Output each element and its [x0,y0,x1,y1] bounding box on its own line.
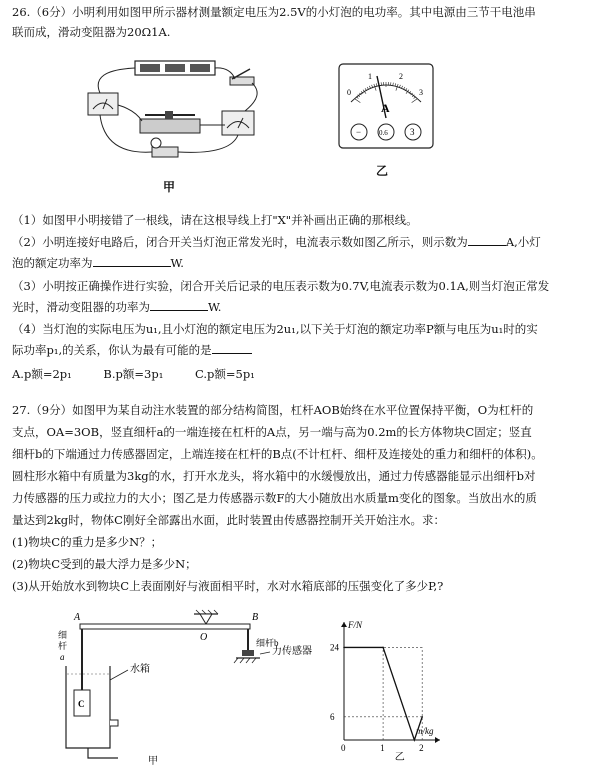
y-axis-arrow [341,622,347,627]
q27-ask3: (3)从开始放水到物块C上表面刚好与液面相平时，水对水箱底部的压强变化了多少P,? [12,579,444,593]
y-axis-label: F/N [348,620,363,630]
answer-blank-current [468,234,506,246]
q27-stem-line2: 支点，OA=3OB，竖直细杆a的一端连接在杠杆的A点，另一端与高为0.2m的长方体物块C固定；竖直 [12,425,532,439]
q27-stem-line3: 细杆b的下端通过力传感器固定，上端连接在杠杆的B点(不计杠杆、细杆及连接处的重力和细杆的体积)。 [12,447,543,461]
ammeter-dial-figure-yi [337,62,437,152]
q26-sub3-line1: （3）小明按正确操作进行实验，闭合开关后记录的电压表示数为0.7V,电流表示数为0.1A,则当灯泡正常发 [12,279,550,293]
terminal-3: 3 [410,127,415,137]
answer-blank-power [93,255,171,267]
q26-stem-line1: 26.（6分）小明利用如图甲所示器材测量额定电压为2.5V的小灯泡的电功率。其中电源由三节干电池串 [12,5,536,19]
option-b: B.p额=3p₁ [103,367,164,381]
q26-sub1: （1）如图甲小明接错了一根线，请在这根导线上打"X"并补画出正确的那根线。 [12,213,418,227]
terminal-0-6: 0.6 [379,129,388,137]
label-rod-a-2: 杆 [58,641,68,651]
label-A: A [74,612,81,623]
lever-AOB [80,624,250,629]
caption-jia: 甲 [148,756,158,767]
label-C: C [78,699,85,709]
caption-yi: 乙 [394,752,405,763]
dial-label-0: 0 [347,88,351,97]
circuit-figure-jia [80,55,280,175]
q27-ask1: (1)物块C的重力是多少N？； [12,535,163,549]
terminal-minus: − [356,127,362,137]
q26-sub2-line2: 泡的额定功率为 W. [12,256,184,270]
q27-stem-line6: 量达到2kg时，物体C刚好全部露出水面，此时装置由传感器控制开关开始注水。求： [12,513,445,527]
q27-stem-line4: 圆柱形水箱中有质量为3kg的水，打开水龙头，将水箱中的水缓慢放出，通过力传感器能显示出细杆b对 [12,469,536,483]
label-O: O [200,632,208,643]
faucet [110,720,118,726]
ammeter [222,111,254,135]
x-tick-label: 2 [419,743,424,753]
figure-caption-jia: 甲 [163,180,176,194]
q26-sub2-line1: （2）小明连接好电路后，闭合开关当灯泡正常发光时，电流表示数如图乙所示，则示数为 A,小灯 [12,235,541,249]
answer-blank-rheostat-power [150,299,208,311]
label-rod-b: 细杆b [256,638,279,648]
x-tick-label: 1 [380,743,385,753]
dial-label-3: 3 [419,88,423,97]
series-point [382,647,384,649]
label-tank: 水箱 [130,664,150,675]
rheostat [140,111,200,133]
answer-blank-choice [212,342,252,354]
force-mass-graph-yi [318,616,458,764]
force-sensor [242,650,254,656]
series-point [343,647,345,649]
option-a: A.p额=2p₁ [12,367,72,381]
dial-letter-A: A [381,101,390,115]
series-point [421,716,423,718]
q26-stem-line2: 联而成，滑动变阻器为20Ω1A. [12,25,171,39]
q27-stem-line1: 27.（9分）如图甲为某自动注水装置的部分结构简图，杠杆AOB始终在水平位置保持平衡，O为杠杆的 [12,403,534,417]
dial-label-2: 2 [399,72,403,81]
label-rod-a-1: 细 [58,630,68,640]
label-rod-a-3: a [60,652,65,662]
q26-sub4-line1: （4）当灯泡的实际电压为u₁,且小灯泡的额定电压为2u₁,以下关于灯泡的额定功率P额与电压为u₁时的实 [12,322,538,336]
series-point [414,739,416,741]
figure-caption-yi: 乙 [376,164,389,178]
x-axis-arrow [435,737,440,743]
y-tick-label: 6 [330,711,335,722]
label-B: B [252,612,259,623]
bulb [151,138,178,157]
q26-sub3-line2: 光时，滑动变阻器的功率为 W. [12,300,222,314]
lever-apparatus-figure-jia [48,608,318,768]
q27-ask2: (2)物块C受到的最大浮力是多少N； [12,557,197,571]
option-c: C.p额=5p₁ [194,367,255,381]
q27-stem-line5: 力传感器的压力或拉力的大小；图乙是力传感器示数F的大小随放出水质量m变化的图象。当放出水的质 [12,491,537,505]
q26-options [12,366,597,382]
y-tick-label: 24 [330,642,339,653]
label-sensor: 力传感器 [272,646,312,657]
dial-label-1: 1 [368,72,372,81]
x-tick-label: 0 [341,743,346,753]
x-axis-label: m/kg [416,726,434,736]
voltmeter [88,93,118,115]
q26-sub4-line2: 际功率p₁,的关系，你认为最有可能的是 [12,342,597,358]
